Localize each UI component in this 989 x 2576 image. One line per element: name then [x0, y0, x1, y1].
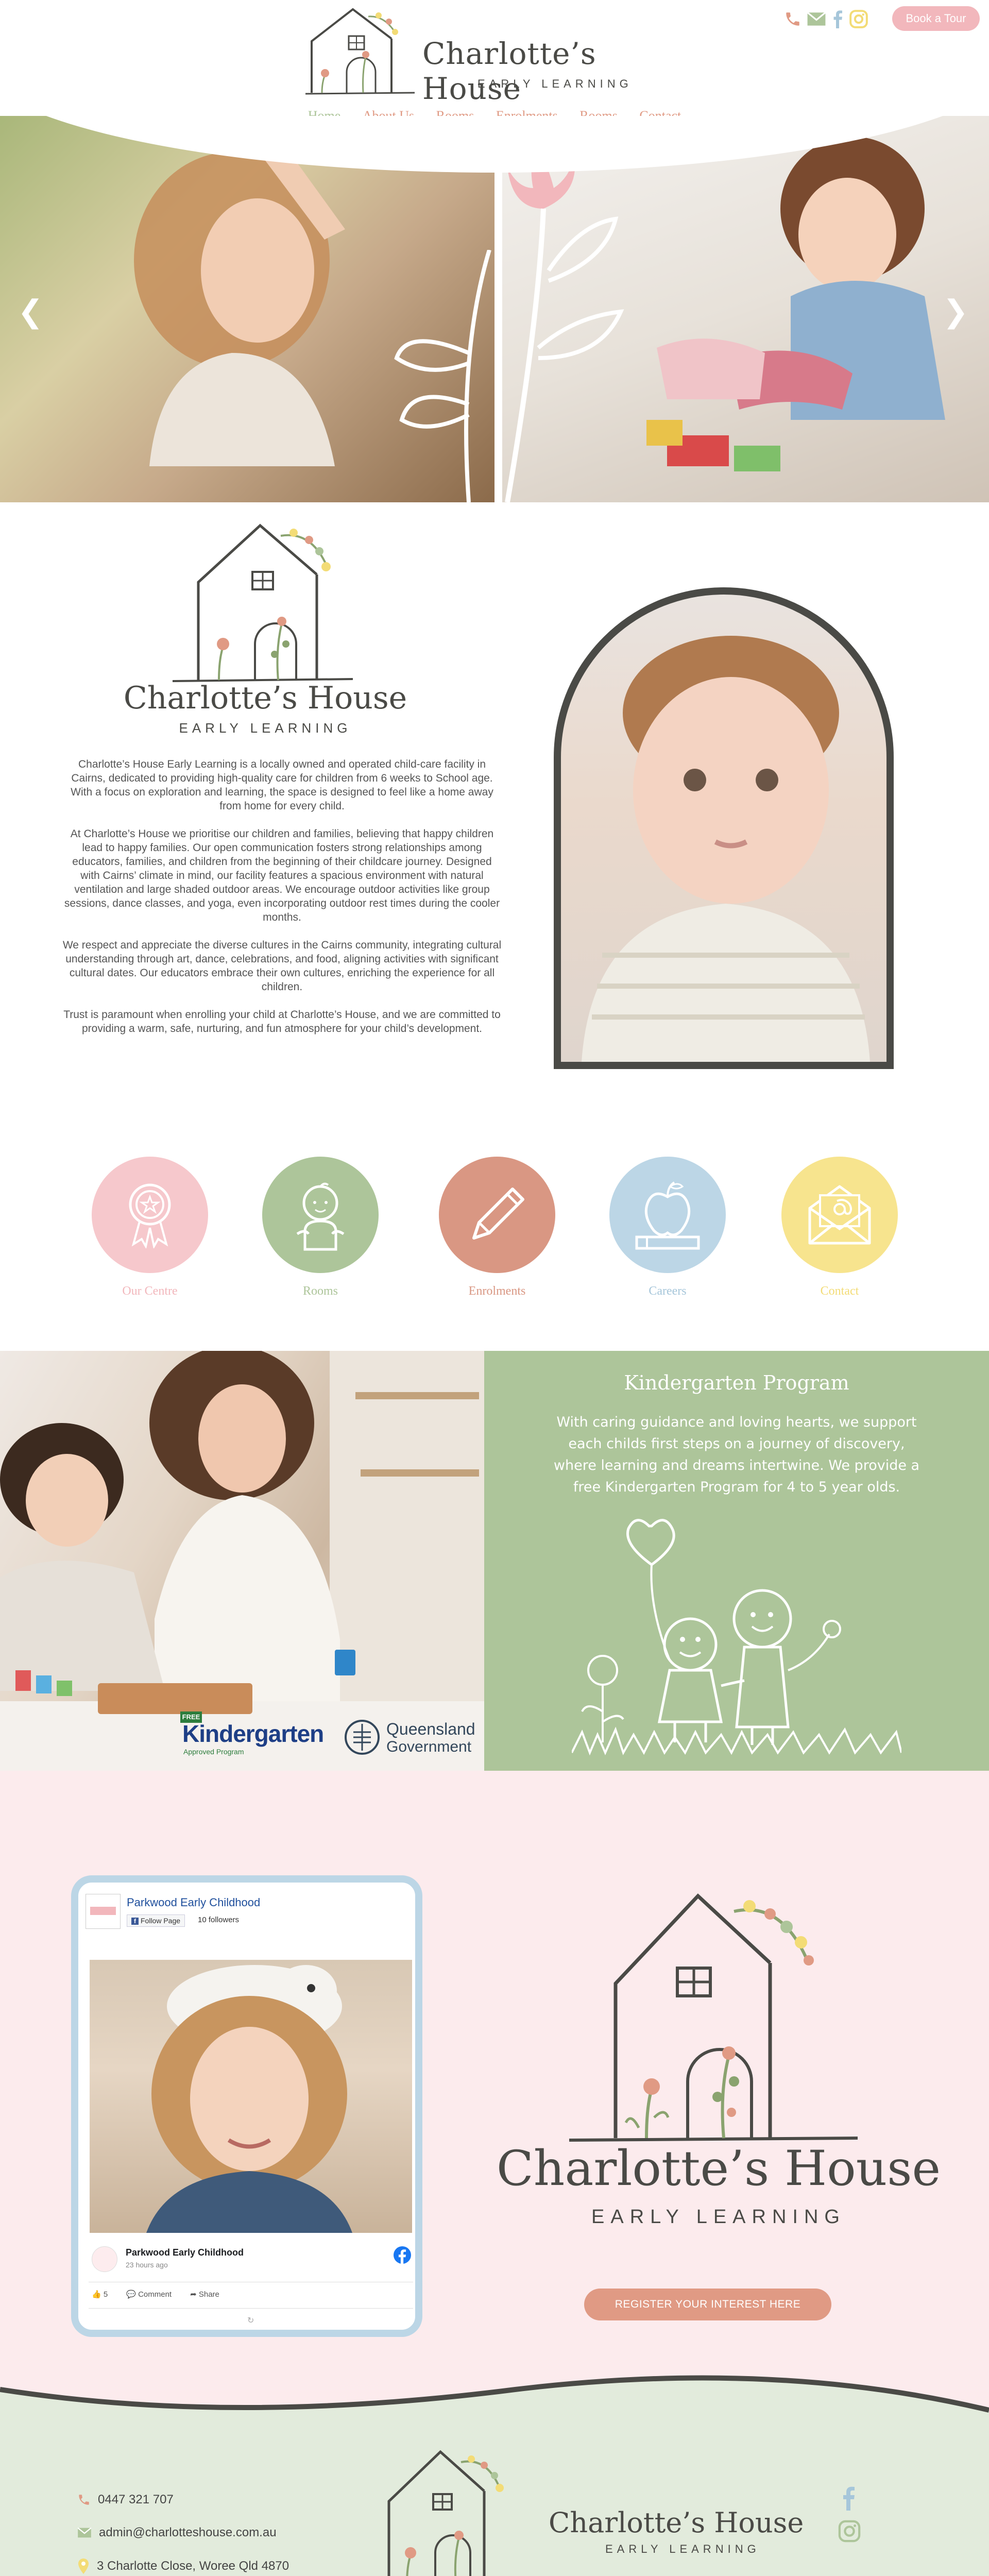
- pencil-icon: [464, 1181, 531, 1248]
- facebook-icon[interactable]: [842, 2486, 855, 2511]
- facebook-followers: 10 followers: [198, 1916, 240, 1924]
- footer-wave: [0, 2369, 989, 2436]
- envelope-at-icon: [802, 1177, 877, 1252]
- phone-icon: [77, 2493, 91, 2506]
- kindergarten-photo: [0, 1351, 484, 1771]
- intro-logo-title: Charlotte’s House: [123, 680, 407, 716]
- location-pin-icon: [77, 2558, 90, 2574]
- award-ribbon-icon: [124, 1181, 176, 1248]
- queensland-crest-icon: [343, 1718, 381, 1757]
- baby-illustration: [561, 595, 886, 1062]
- facebook-post-image[interactable]: [90, 1960, 412, 2233]
- loading-spinner-icon: ↻: [247, 2316, 254, 2325]
- footer-address-text: 3 Charlotte Close, Woree Qld 4870: [97, 2559, 289, 2573]
- intro-logo: [111, 520, 420, 737]
- footer-logo[interactable]: [363, 2445, 827, 2576]
- feature-enrolments[interactable]: [439, 1157, 555, 1273]
- hero-photo-girl-laughing: [0, 116, 494, 502]
- pink-tulip-decoration: [502, 116, 636, 502]
- mother-child-illustration: [0, 1351, 484, 1771]
- kindergarten-text: With caring guidance and loving hearts, we support each childs first steps on a journey of discovery, where learning and dreams intertwine. We provide a free Kindergarten Program for 4 to 5 year olds.: [553, 1414, 920, 1495]
- facebook-post-avatar[interactable]: [92, 2246, 117, 2272]
- white-leaf-decoration: [391, 250, 494, 502]
- facebook-share-label: Share: [198, 2290, 219, 2299]
- cta-logo-subtitle: EARLY LEARNING: [591, 2206, 846, 2228]
- girl-laughing-illustration: [129, 137, 345, 466]
- badge-free-label: FREE: [180, 1711, 202, 1723]
- feature-contact[interactable]: [781, 1157, 898, 1273]
- apple-book-icon: [629, 1176, 706, 1253]
- intro-paragraph: Trust is paramount when enrolling your child at Charlotte’s House, and we are committed to providing a warm, safe, nurturing, and fun atmosphere for your child’s development.: [63, 1009, 501, 1035]
- instagram-icon[interactable]: [838, 2519, 861, 2543]
- previous-arrow-icon[interactable]: ❮: [18, 294, 44, 329]
- header-logo-title: Charlotte’s House: [422, 36, 596, 106]
- footer-logo-subtitle: EARLY LEARNING: [605, 2543, 760, 2555]
- facebook-follow-label: Follow Page: [141, 1917, 181, 1925]
- header-logo-subtitle: EARLY LEARNING: [478, 77, 633, 90]
- thumbs-up-icon: 👍: [92, 2290, 101, 2299]
- feature-our-centre[interactable]: [92, 1157, 208, 1273]
- header-social-icons: [784, 6, 868, 32]
- register-interest-button[interactable]: REGISTER YOUR INTEREST HERE: [584, 2289, 831, 2320]
- facebook-comment-action[interactable]: [126, 2290, 172, 2299]
- footer-phone[interactable]: [77, 2493, 174, 2507]
- facebook-like-count: 5: [103, 2290, 108, 2299]
- mail-icon: [77, 2527, 92, 2538]
- intro-paragraph: We respect and appreciate the diverse cultures in the Cairns community, integrating cultural understanding through art, dance, celebrations, and food, aligning activities with significant cultural dates. Our educators embrace their own cultures, enriching the experience for all children.: [62, 939, 502, 993]
- intro-paragraph: Charlotte’s House Early Learning is a locally owned and operated child-care facility in Cairns, dedicated to providing high-quality care for children from 6 weeks to School age. With a focus on exploration and learning, the space is designed to feel like a home away from home for every child.: [71, 758, 493, 812]
- facebook-post-actions: [92, 2290, 219, 2299]
- intro-logo-subtitle: EARLY LEARNING: [179, 720, 352, 736]
- facebook-post-time: 23 hours ago: [126, 2261, 168, 2269]
- kindergarten-title: Kindergarten Program: [624, 1371, 849, 1394]
- cta-house-logo-icon: [549, 1886, 878, 2148]
- gov-name-top: Queensland: [386, 1720, 475, 1738]
- facebook-divider: [89, 2308, 413, 2309]
- footer-logo-title: Charlotte’s House: [549, 2506, 804, 2539]
- facebook-share-action[interactable]: [190, 2290, 219, 2299]
- feature-label-careers[interactable]: Careers: [649, 1284, 687, 1298]
- feature-label-rooms[interactable]: Rooms: [302, 1284, 338, 1298]
- gov-name-bottom: Government: [386, 1738, 472, 1755]
- site-footer: [0, 2370, 989, 2576]
- avatar-swatch: [90, 1907, 116, 1915]
- facebook-small-icon: f: [131, 1918, 139, 1925]
- facebook-page-name[interactable]: Parkwood Early Childhood: [127, 1896, 261, 1909]
- intro-paragraph: At Charlotte’s House we prioritise our children and families, believing that happy children lead to happy families. Our open communication fosters strong relationships among educators, families, and children from the beginning of their childcare journey. Designed with Cairns’ climate in mind, our facility features a spacious environment with natural ventilation and large shaded outdoor areas. We encourage outdoor activities like group sessions, dance classes, and yoga, even incorporating outdoor rest times during the cooler months.: [64, 828, 500, 923]
- footer-email-text: admin@charlotteshouse.com.au: [99, 2526, 277, 2539]
- intro-house-logo-icon: [162, 520, 358, 685]
- footer-phone-text: 0447 321 707: [98, 2493, 174, 2506]
- baby-icon: [292, 1180, 349, 1252]
- intro-text: [62, 757, 502, 1049]
- feature-label-contact[interactable]: Contact: [820, 1284, 859, 1298]
- footer-email[interactable]: [77, 2526, 277, 2540]
- book-tour-button[interactable]: Book a Tour: [892, 6, 980, 31]
- hero-photo-girl-playing-blocks: [502, 116, 989, 502]
- mail-icon[interactable]: [807, 11, 826, 27]
- free-kindergarten-badge: [180, 1711, 335, 1758]
- facebook-logo-icon[interactable]: [394, 2246, 411, 2264]
- facebook-feed-widget[interactable]: [71, 1875, 422, 2337]
- facebook-post-author[interactable]: Parkwood Early Childhood: [126, 2247, 244, 2258]
- girl-playing-illustration: [636, 131, 986, 502]
- hero-slider: [0, 116, 989, 502]
- house-logo-icon: [301, 5, 420, 98]
- feature-careers[interactable]: [609, 1157, 726, 1273]
- comment-icon: 💬: [126, 2290, 136, 2299]
- header-logo[interactable]: [301, 5, 672, 106]
- phone-icon[interactable]: [784, 10, 802, 28]
- kindergarten-panel: [484, 1351, 989, 1771]
- badge-kindergarten-label: Kindergarten: [182, 1720, 324, 1747]
- footer-address[interactable]: [77, 2558, 289, 2574]
- facebook-like-action[interactable]: [92, 2290, 108, 2299]
- facebook-icon[interactable]: [831, 10, 844, 28]
- cta-logo-title: Charlotte’s House: [496, 2141, 941, 2197]
- share-icon: ➦: [190, 2290, 197, 2299]
- baby-photo-arch: [554, 587, 894, 1069]
- cta-logo: [474, 1886, 963, 2246]
- facebook-comment-label: Comment: [138, 2290, 172, 2299]
- girl-with-hat-illustration: [90, 1960, 412, 2233]
- feature-label-our-centre[interactable]: Our Centre: [122, 1284, 178, 1298]
- feature-rooms[interactable]: [262, 1157, 379, 1273]
- children-drawing-illustration: [572, 1516, 901, 1758]
- next-arrow-icon[interactable]: ❯: [943, 294, 969, 329]
- feature-label-enrolments[interactable]: Enrolments: [468, 1284, 526, 1298]
- queensland-government-logo: [343, 1718, 477, 1759]
- footer-house-logo-icon: [363, 2445, 518, 2576]
- facebook-follow-button[interactable]: [127, 1914, 185, 1927]
- badge-approved-label: Approved Program: [183, 1748, 244, 1756]
- instagram-icon[interactable]: [849, 9, 868, 29]
- facebook-page-avatar[interactable]: [86, 1894, 121, 1929]
